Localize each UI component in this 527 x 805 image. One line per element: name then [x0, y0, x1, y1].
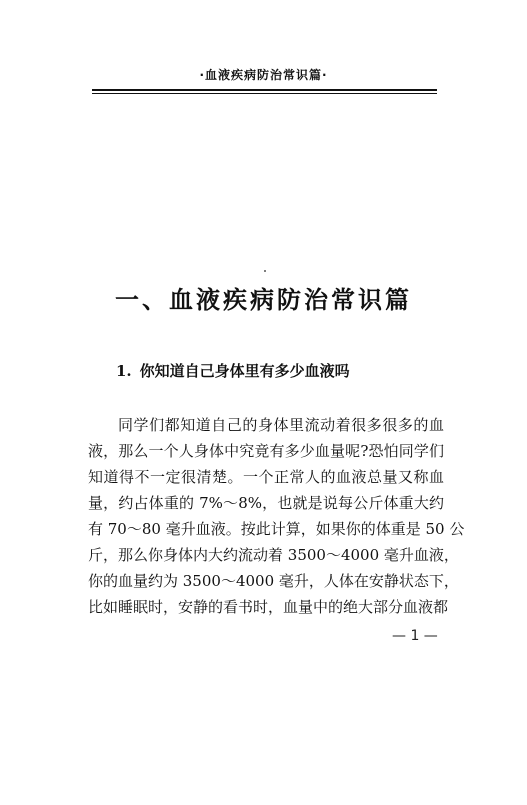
header-rule-thick [92, 89, 437, 91]
header-rule-thin [92, 93, 437, 94]
section-heading-text: 你知道自己身体里有多少血液吗 [139, 362, 350, 380]
body-line: 同学们都知道自己的身体里流动着很多很多的血 [118, 416, 444, 434]
page-number: — 1 — [392, 628, 438, 644]
body-line: 量，约占体重的 7%～8%，也就是说每公斤体重大约 [88, 494, 444, 512]
section-heading [116, 360, 350, 381]
body-line: 斤，那么你身体内大约流动着 3500～4000 毫升血液， [88, 546, 459, 564]
chapter-title: 一、血液疾病防治常识篇 [115, 286, 412, 314]
scan-speck [264, 270, 266, 272]
body-paragraph [88, 412, 465, 620]
body-line: 你的血量约为 3500～4000 毫升，人体在安静状态下， [88, 572, 459, 590]
section-number: 1. [116, 362, 132, 380]
body-line: 比如睡眠时，安静的看书时，血量中的绝大部分血液都 [88, 598, 449, 616]
running-header: ·血液疾病防治常识篇· [199, 68, 328, 82]
body-line: 液，那么一个人身体中究竟有多少血量呢?恐怕同学们 [88, 442, 444, 460]
body-line: 知道得不一定很清楚。一个正常人的血液总量又称血 [88, 468, 444, 486]
body-line: 有 70～80 毫升血液。按此计算，如果你的体重是 50 公 [88, 520, 465, 538]
